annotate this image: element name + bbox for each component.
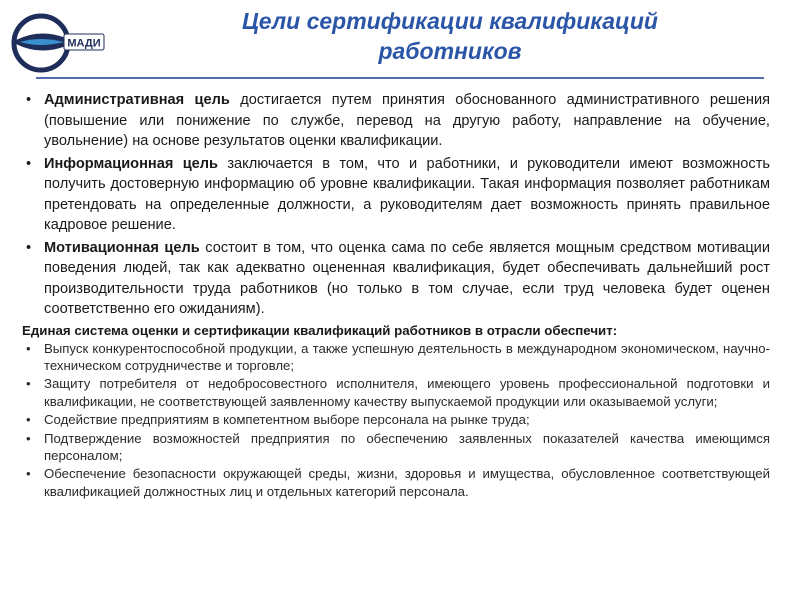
summary-heading: Единая система оценки и сертификации квалификаций работников в отрасли обеспечит: (22, 322, 618, 338)
bullet: • (26, 430, 31, 446)
benefit-text: Выпуск конкурентоспособной продукции, а также успешную деятельность в международном экономическом, научно-техническом сотрудничестве и торговле; (44, 340, 770, 373)
goal-text: состоит в том, что оценка сама по себе является мощным средством мотивации поведения людей, так как адекватно оцененная квалификация, будет обеспечивать дальнейший рост производительности труда работников (но только в том случае, если труд человека будет оценен соответственно его ожиданиям). (44, 239, 770, 317)
goal-item-administrative (22, 90, 770, 152)
benefit-text: Защиту потребителя от недобросовестного исполнителя, имеющего уровень профессиональной подготовки и квалификации, не соответствующей заявленному качеству выпускаемой продукции или оказываемой услуги; (44, 376, 770, 409)
goal-term: Информационная цель (44, 155, 219, 172)
madi-logo (10, 12, 106, 74)
goal-text: заключается в том, что и работники, и руководители имеют возможность получить достоверную информацию об уровне квалификации. Такая информация позволяет работникам претендовать на определенные должности, а руководителям дает возможность принять правильное кадровое решение. (44, 155, 770, 233)
goal-item-motivational (22, 238, 770, 320)
benefit-text: Содействие предприятиям в компетентном выборе персонала на рынке труда; (44, 412, 530, 428)
benefit-text: Подтверждение возможностей предприятия по обеспечению заявленных показателей качества имеющимся персоналом; (44, 430, 770, 463)
title-divider (36, 77, 764, 79)
bullet: • (26, 412, 31, 428)
goal-text: достигается путем принятия обоснованного административного решения (повышение или понижение по службе, перевод на другую работу, направление на обучение, увольнение) на основе результатов оценки квалификации. (44, 92, 771, 149)
benefit-item (22, 411, 770, 428)
content (22, 90, 770, 501)
bullet: • (26, 239, 32, 256)
benefit-item (22, 340, 770, 375)
benefits-list (22, 340, 770, 501)
title-line-1: Цели сертификации квалификаций (242, 8, 658, 34)
goals-list (22, 90, 770, 320)
bullet: • (26, 340, 31, 356)
bullet: • (26, 155, 32, 172)
title-line-2: работников (378, 38, 522, 64)
benefit-item (22, 375, 770, 410)
bullet: • (26, 376, 31, 392)
logo-text: МАДИ (67, 37, 101, 50)
benefit-text: Обеспечение безопасности окружающей среды, жизни, здоровья и имущества, обусловленное соответствующей квалификацией должностных лиц и отдельных категорий персонала. (44, 466, 770, 499)
goal-item-informational (22, 154, 770, 236)
benefit-item (22, 430, 770, 465)
page-title (110, 6, 790, 66)
bullet: • (26, 466, 31, 482)
benefit-item (22, 465, 770, 500)
bullet: • (26, 92, 32, 108)
goal-term: Административная цель (44, 92, 230, 108)
goal-term: Мотивационная цель (44, 239, 200, 256)
